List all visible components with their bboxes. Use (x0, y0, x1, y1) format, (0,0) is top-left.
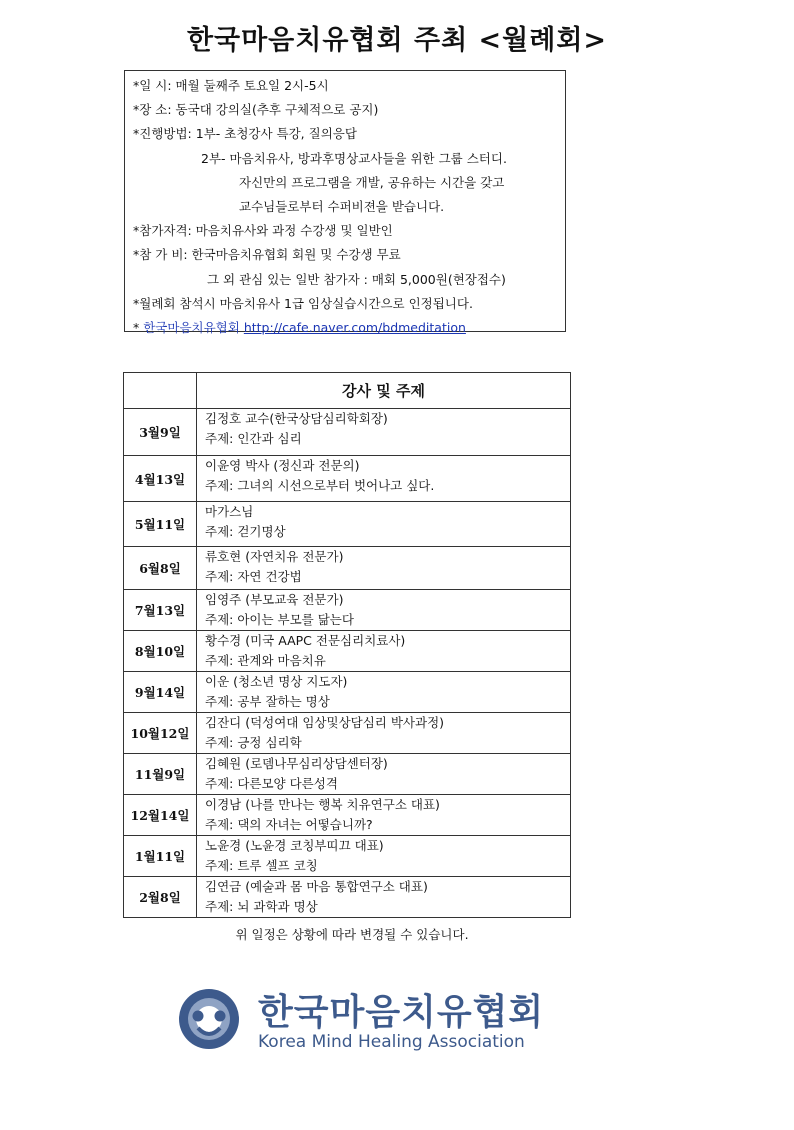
schedule-topic: 주제: 그녀의 시선으로부터 벗어나고 싶다. (205, 478, 435, 493)
info-method-part2-line2: 자신만의 프로그램을 개발, 공유하는 시간을 갖고 (239, 174, 505, 190)
logo-english-name: Korea Mind Healing Association (258, 1032, 525, 1052)
schedule-speaker-topic-cell (197, 836, 571, 877)
schedule-topic: 주제: 뇌 과학과 명상 (205, 899, 318, 914)
schedule-date: 9월14일 (124, 672, 197, 713)
schedule-row (124, 631, 571, 672)
header-speaker-topic: 강사 및 주제 (197, 373, 571, 409)
schedule-row (124, 754, 571, 795)
schedule-date: 1월11일 (124, 836, 197, 877)
schedule-date: 10월12일 (124, 713, 197, 754)
schedule-topic: 주제: 인간과 심리 (205, 431, 302, 446)
schedule-date: 6월8일 (124, 547, 197, 590)
info-fee-general: 그 외 관심 있는 일반 참가자 : 매회 5,000원(현장접수) (207, 271, 506, 287)
schedule-topic: 주제: 관계와 마음치유 (205, 653, 326, 668)
association-logo (178, 988, 545, 1054)
schedule-speaker: 류호현 (자연치유 전문가) (205, 549, 344, 564)
header-date-cell (124, 373, 197, 409)
schedule-date: 7월13일 (124, 590, 197, 631)
schedule-speaker: 김혜원 (로뎀나무심리상담센터장) (205, 756, 388, 771)
schedule-speaker: 임영주 (부모교육 전문가) (205, 592, 344, 607)
schedule-date: 4월13일 (124, 456, 197, 502)
schedule-date: 2월8일 (124, 877, 197, 918)
info-method-part2-line3: 교수님들로부터 수퍼비젼을 받습니다. (239, 198, 445, 214)
schedule-row (124, 836, 571, 877)
site-label: 한국마음치유협회 (143, 319, 240, 335)
schedule-speaker-topic-cell (197, 456, 571, 502)
info-fee: *참 가 비: 한국마음치유협회 회원 및 수강생 무료 (133, 247, 401, 263)
schedule-body (124, 409, 571, 918)
info-datetime: *일 시: 매월 둘째주 토요일 2시-5시 (133, 78, 329, 93)
schedule-date: 5월11일 (124, 502, 197, 547)
schedule-topic: 주제: 공부 잘하는 명상 (205, 694, 330, 709)
schedule-row (124, 713, 571, 754)
schedule-topic: 주제: 걷기명상 (205, 524, 286, 539)
schedule-topic: 주제: 댁의 자녀는 어떻습니까? (205, 817, 373, 832)
info-method-part2: 2부- 마음치유사, 방과후명상교사들을 위한 그룹 스터디. (201, 150, 507, 166)
schedule-speaker-topic-cell (197, 672, 571, 713)
schedule-speaker-topic-cell (197, 754, 571, 795)
schedule-speaker: 이경남 (나를 만나는 행복 치유연구소 대표) (205, 797, 440, 812)
schedule-speaker-topic-cell (197, 795, 571, 836)
schedule-row (124, 795, 571, 836)
schedule-topic: 주제: 자연 건강법 (205, 569, 302, 584)
info-site (133, 316, 565, 340)
schedule-row (124, 590, 571, 631)
cafe-link[interactable]: http://cafe.naver.com/bdmeditation (243, 319, 466, 335)
schedule-topic: 주제: 다른모양 다른성격 (205, 776, 338, 791)
info-method-part1: *진행방법: 1부- 초청강사 특강, 질의응답 (133, 126, 357, 142)
schedule-speaker: 이윤영 박사 (정신과 전문의) (205, 458, 360, 473)
schedule-speaker-topic-cell (197, 590, 571, 631)
schedule-row (124, 502, 571, 547)
schedule-table (123, 372, 571, 918)
schedule-speaker: 김정호 교수(한국상담심리학회장) (205, 411, 388, 426)
page-title: 한국마음치유협회 주최 <월례회> (186, 25, 608, 56)
schedule-speaker: 이운 (청소년 명상 지도자) (205, 674, 348, 689)
schedule-topic: 주제: 트루 셀프 코칭 (205, 858, 318, 873)
schedule-row (124, 456, 571, 502)
schedule-speaker-topic-cell (197, 547, 571, 590)
schedule-date: 3월9일 (124, 409, 197, 456)
schedule-speaker: 황수경 (미국 AAPC 전문심리치료사) (205, 633, 406, 648)
schedule-date: 8월10일 (124, 631, 197, 672)
schedule-topic: 주제: 아이는 부모를 닮는다 (205, 612, 354, 627)
schedule-date: 12월14일 (124, 795, 197, 836)
schedule-speaker-topic-cell (197, 409, 571, 456)
schedule-speaker-topic-cell (197, 877, 571, 918)
schedule-row (124, 547, 571, 590)
schedule-speaker-topic-cell (197, 502, 571, 547)
info-eligibility: *참가자격: 마음치유사와 과정 수강생 및 일반인 (133, 223, 393, 239)
info-place: *장 소: 동국대 강의실(추후 구체적으로 공지) (133, 102, 379, 118)
event-info-box (124, 70, 566, 335)
schedule-speaker: 김잔디 (덕성여대 임상및상담심리 박사과정) (205, 715, 445, 730)
logo-korean-name: 한국마음치유협회 (258, 992, 545, 1033)
schedule-speaker: 노윤경 (노윤경 코칭부띠끄 대표) (205, 838, 384, 853)
schedule-row (124, 672, 571, 713)
schedule-topic: 주제: 긍정 심리학 (205, 735, 302, 750)
info-credit: *월례회 참석시 마음치유사 1급 임상실습시간으로 인정됩니다. (133, 295, 473, 311)
schedule-speaker: 김연금 (예술과 몸 마음 통합연구소 대표) (205, 879, 428, 894)
schedule-speaker: 마가스님 (205, 504, 254, 519)
logo-mark-icon (178, 988, 240, 1050)
schedule-speaker-topic-cell (197, 713, 571, 754)
site-prefix: * (133, 319, 144, 335)
schedule-speaker-topic-cell (197, 631, 571, 672)
schedule-date: 11월9일 (124, 754, 197, 795)
schedule-note: 위 일정은 상황에 따라 변경될 수 있습니다. (235, 927, 469, 942)
schedule-row (124, 877, 571, 918)
schedule-row (124, 409, 571, 456)
